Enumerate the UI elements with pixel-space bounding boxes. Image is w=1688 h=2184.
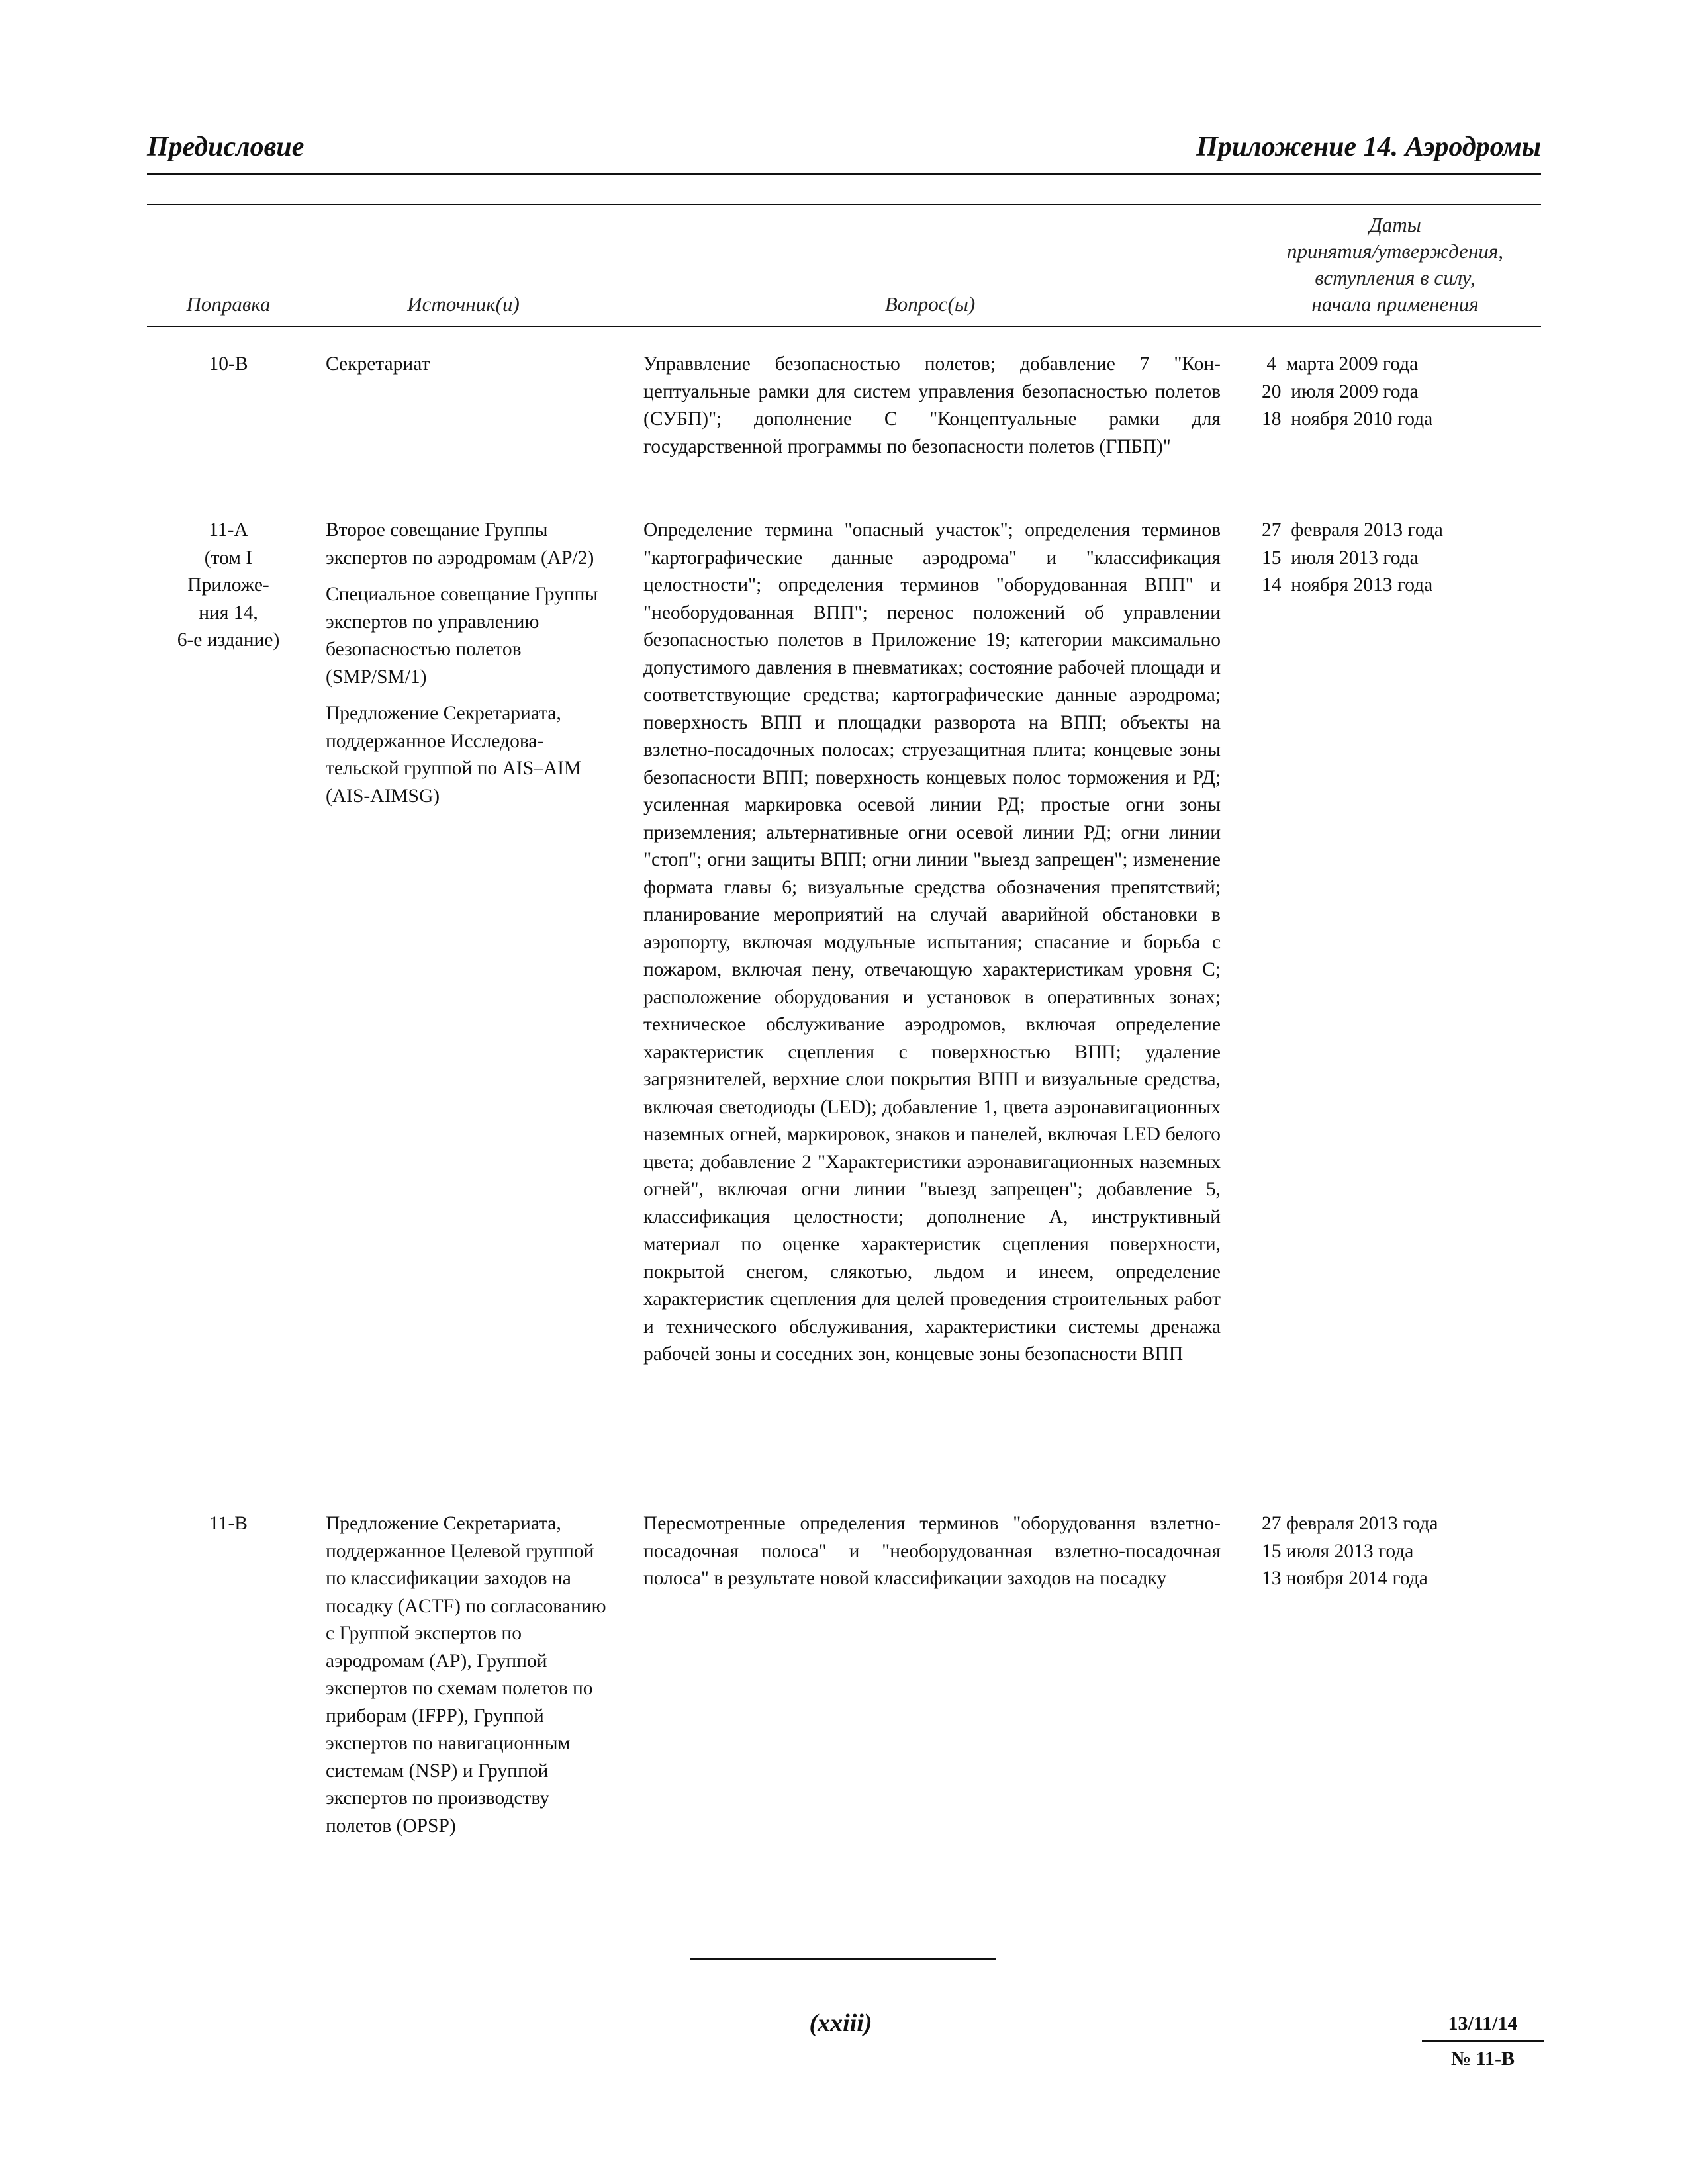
issue-text: Пересмотренные определения терминов "оборудовання взлетно-посадочная полоса" и "необорудованная взлетно-посадочная полоса" в результате новой классификации заходов на посадку: [643, 1513, 1221, 1589]
header-annex-title: Приложение 14. Аэродромы: [1196, 132, 1541, 162]
table-row-dates: [1262, 517, 1540, 600]
amendment-number: 10-B: [209, 353, 248, 375]
date-effective: 15 июля 2013 года: [1262, 547, 1419, 569]
table-row-sources: [326, 517, 610, 810]
header-rule: [147, 173, 1541, 175]
date-adopted: 27 февраля 2013 года: [1262, 1513, 1438, 1534]
stamp-amendment-number: № 11-B: [1451, 2048, 1515, 2070]
source-entry: Секретариат: [326, 353, 430, 375]
footer-rule: [690, 1958, 996, 1960]
amendment-note: 6-е издание): [177, 629, 280, 651]
table-row-dates: [1262, 1510, 1540, 1593]
source-entry: Предложение Секретариата, поддержанное Исследова-тельской группой по AIS–AIM (AIS-AIMSG): [326, 703, 582, 807]
column-header-dates-line: принятия/утверждения,: [1287, 240, 1503, 263]
header-section-title: Предисловие: [147, 132, 305, 162]
column-header-dates: [1248, 212, 1542, 318]
column-header-amendment: Поправка: [186, 293, 271, 316]
source-entry: Второе совещание Группы экспертов по аэродромам (AP/2): [326, 520, 594, 569]
table-row-amendment: [159, 351, 298, 379]
stamp-divider: [1422, 2040, 1544, 2042]
table-header-rule: [147, 326, 1541, 327]
table-row-dates: [1262, 351, 1540, 433]
source-entry: Предложение Секретариата, поддержанное Целевой группой по классификации заходов на посадку (ACTF) по согласованию с Группой экспертов по аэродромам (AP), Группой экспертов по схемам полетов по приборам (IFPP), Группой экспертов по навигационным системам (NSP) и Группой экспертов по производству полетов (OPSP): [326, 1513, 606, 1837]
date-applicable: 18 ноября 2010 года: [1262, 408, 1433, 430]
date-adopted: 27 февраля 2013 года: [1262, 520, 1443, 541]
amendment-note: ния 14,: [199, 602, 258, 623]
table-row-sources: [326, 1510, 610, 1840]
column-header-dates-line: вступления в силу,: [1315, 266, 1476, 289]
amendment-stamp: [1422, 2009, 1544, 2073]
table-top-rule: [147, 204, 1541, 205]
table-row-issue: [643, 517, 1221, 1369]
source-entry: Специальное совещание Группы экспертов по управлению безопасностью полетов (SMP/SM/1): [326, 584, 598, 688]
column-header-dates-line: начала применения: [1311, 293, 1479, 316]
amendment-number: 11-B: [209, 1513, 248, 1534]
issue-text: Управвление безопасностью полетов; добавление 7 "Концептуальные рамки для систем управления безопасностью полетов (СУБП)"; дополнение С "Концептуальные рамки для государственной программы по безопасности полетов (ГПБП)": [643, 353, 1221, 457]
date-effective: 15 июля 2013 года: [1262, 1540, 1414, 1562]
page-number: (xxiii): [809, 2009, 872, 2037]
table-row-sources: [326, 351, 610, 379]
table-row-issue: [643, 1510, 1221, 1593]
column-header-source: Источник(и): [407, 293, 520, 316]
table-row-amendment: [159, 517, 298, 655]
date-applicable: 14 ноября 2013 года: [1262, 574, 1433, 596]
amendment-note: (том I: [204, 547, 253, 569]
date-effective: 20 июля 2009 года: [1262, 381, 1419, 402]
date-applicable: 13 ноября 2014 года: [1262, 1568, 1428, 1589]
amendment-number: 11-A: [209, 520, 248, 541]
issue-text: Определение термина "опасный участок"; определения терминов "картографические данные аэродрома" и "классификация целостности"; определения терминов "оборудованная ВПП" и "необорудованная ВПП"; перенос положений об управлении безопасностью полетов в Приложение 19; категории максимально допустимого давления в пневматиках; состояние рабочей площади и соответствующие средства; картографические данные аэродрома; поверхность ВПП и площадки разворота на ВПП; объекты на взлетно-посадочных полосах; струезащитная плита; концевые зоны безопасности ВПП; поверхность концевых полос торможения и РД; усиленная маркировка осевой линии РД; простые огни зоны приземления; альтернативные огни осевой линии РД; огни линии "стоп"; огни защиты ВПП; огни линии "выезд запрещен"; изменение формата главы 6; визуальные средства обозначения препятствий; планирование мероприятий на случай аварийной обстановки в аэропорту, включая модульные испытания; спасание и борьба с пожаром, включая пену, отвечающую характеристикам уровня С; расположение оборудования и установок в оперативных зонах; техническое обслуживание аэродромов, включая определение характеристик сцепления с поверхностью ВПП; удаление загрязнителей, верхние слои покрытия ВПП и визуальные средства, включая светодиоды (LED); добавление 1, цвета аэронавигационных наземных огней, маркировок, знаков и панелей, включая LED белого цвета; добавление 2 "Характеристики аэронавигационных наземных огней", включая огни линии "выезд запрещен"; добавление 5, классификация целостности; дополнение А, инструктивный материал по оценке характеристик сцепления поверхности, покрытой снегом, слякотью, льдом и инеем, определение характеристик сцепления для целей проведения строительных работ и технического обслуживания, характеристики системы дренажа рабочей зоны и соседних зон, концевые зоны безопасности ВПП: [643, 520, 1221, 1365]
table-row-amendment: [159, 1510, 298, 1538]
stamp-date: 13/11/14: [1448, 2013, 1518, 2034]
date-adopted: 4 марта 2009 года: [1262, 353, 1419, 375]
column-header-dates-line: Даты: [1369, 213, 1421, 236]
amendment-note: Приложе-: [187, 574, 269, 596]
column-header-issue: Вопрос(ы): [884, 293, 976, 316]
table-row-issue: [643, 351, 1221, 461]
